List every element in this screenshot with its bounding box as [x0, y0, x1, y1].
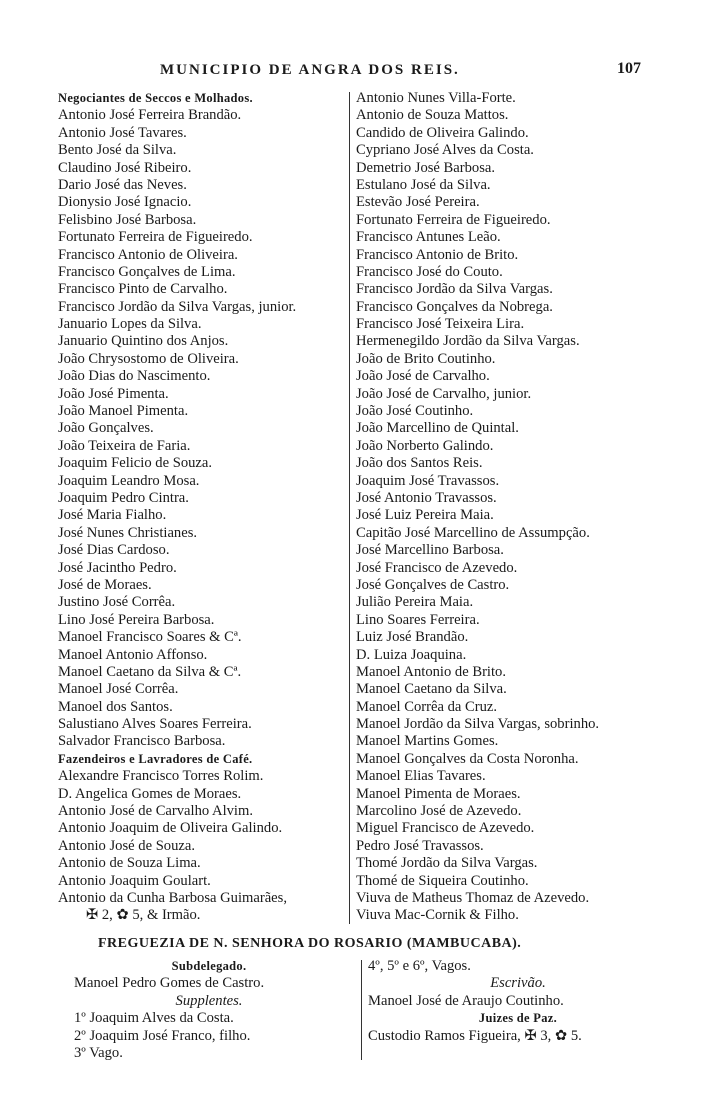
list-item: Francisco Gonçalves de Lima.: [58, 263, 236, 280]
list-item: Miguel Francisco de Azevedo.: [356, 820, 535, 837]
list-item: D. Angelica Gomes de Moraes.: [58, 785, 242, 802]
bottom-right-column: [368, 958, 668, 1045]
page-title: MUNICIPIO DE ANGRA DOS REIS.: [160, 62, 460, 78]
list-item: 3º Vago.: [74, 1044, 123, 1061]
list-item: Francisco José do Couto.: [356, 263, 503, 280]
list-item: Claudino José Ribeiro.: [58, 159, 192, 176]
list-item: Manoel Pedro Gomes de Castro.: [74, 975, 265, 992]
list-item: Thomé Jordão da Silva Vargas.: [356, 855, 538, 872]
section-heading: Negociantes de Seccos e Molhados.: [58, 91, 253, 105]
list-item: Julião Pereira Maia.: [356, 594, 474, 611]
list-item: Francisco Gonçalves da Nobrega.: [356, 298, 553, 315]
section-heading: Fazendeiros e Lavradores de Café.: [58, 751, 253, 766]
list-item: João Marcellino de Quintal.: [356, 420, 519, 437]
page-number: 107: [617, 60, 641, 77]
list-item: João José de Carvalho.: [356, 368, 490, 385]
list-item: Manoel Francisco Soares & Cª.: [58, 629, 242, 646]
list-item: Candido de Oliveira Galindo.: [356, 124, 529, 141]
column-divider: [349, 92, 350, 924]
list-item: José de Moraes.: [58, 576, 152, 593]
list-item: Antonio José Tavares.: [58, 124, 187, 141]
list-item: Demetrio José Barbosa.: [356, 159, 496, 176]
list-item: D. Luiza Joaquina.: [356, 646, 467, 663]
list-item: Januario Lopes da Silva.: [58, 316, 202, 333]
list-item: Capitão José Marcellino de Assumpção.: [356, 524, 590, 541]
list-item: Joaquim Leandro Mosa.: [58, 472, 200, 489]
list-item: Francisco Jordão da Silva Vargas.: [356, 281, 553, 298]
list-item: Antonio da Cunha Barbosa Guimarães,: [58, 889, 287, 906]
list-item: Estulano José da Silva.: [356, 176, 491, 193]
list-item: Pedro José Travassos.: [356, 837, 484, 854]
list-item: Salvador Francisco Barbosa.: [58, 733, 226, 750]
list-item: José Marcellino Barbosa.: [356, 542, 504, 559]
list-item: Justino José Corrêa.: [58, 594, 176, 611]
list-item: João Dias do Nascimento.: [58, 368, 211, 385]
list-item: Cypriano José Alves da Costa.: [356, 142, 534, 159]
list-item: Dionysio José Ignacio.: [58, 194, 192, 211]
list-item: Estevão José Pereira.: [356, 194, 480, 211]
list-item: 1º Joaquim Alves da Costa.: [74, 1010, 234, 1027]
list-item: Manoel Gonçalves da Costa Noronha.: [356, 750, 579, 767]
list-item: João de Brito Coutinho.: [356, 350, 496, 367]
list-item: João Teixeira de Faria.: [58, 437, 191, 454]
list-item: Alexandre Francisco Torres Rolim.: [58, 768, 264, 785]
list-item: Supplentes.: [175, 992, 243, 1009]
list-item: José Maria Fialho.: [58, 507, 167, 524]
list-item: Felisbino José Barbosa.: [58, 211, 197, 228]
list-item: Manoel Caetano da Silva.: [356, 681, 507, 698]
parish-heading: FREGUEZIA DE N. SENHORA DO ROSARIO (MAMBUCABA).: [98, 936, 522, 951]
list-item: José Nunes Christianes.: [58, 524, 198, 541]
list-item: Antonio de Souza Mattos.: [356, 107, 509, 124]
list-item: Antonio José Ferreira Brandão.: [58, 107, 242, 124]
list-item: Antonio José de Carvalho Alvim.: [58, 803, 253, 820]
list-item: João Manoel Pimenta.: [58, 403, 189, 420]
list-item: João dos Santos Reis.: [356, 455, 483, 472]
list-item: José Luiz Pereira Maia.: [356, 507, 494, 524]
list-item: Francisco José Teixeira Lira.: [356, 316, 525, 333]
list-item: João Gonçalves.: [58, 420, 154, 437]
right-column: [356, 90, 599, 925]
list-item: João Chrysostomo de Oliveira.: [58, 350, 239, 367]
list-item: João Norberto Galindo.: [356, 437, 494, 454]
list-item: José Gonçalves de Castro.: [356, 576, 510, 593]
list-item: Joaquim Pedro Cintra.: [58, 489, 189, 506]
list-item: João José de Carvalho, junior.: [356, 385, 532, 402]
list-item: Francisco Antunes Leão.: [356, 229, 501, 246]
section-heading: Juizes de Paz.: [478, 1011, 558, 1026]
list-item: Manoel dos Santos.: [58, 698, 173, 715]
list-item: Thomé de Siqueira Coutinho.: [356, 872, 529, 889]
list-item: Manoel Antonio de Brito.: [356, 663, 506, 680]
list-item: Antonio Joaquim Goulart.: [58, 872, 211, 889]
list-item: Custodio Ramos Figueira, ✠ 3, ✿ 5.: [368, 1027, 582, 1044]
list-item: 4º, 5º e 6º, Vagos.: [368, 958, 471, 974]
list-item: Manoel Jordão da Silva Vargas, sobrinho.: [356, 716, 600, 733]
list-item: Manoel Elias Tavares.: [356, 768, 486, 785]
list-item: Manoel Antonio Affonso.: [58, 646, 208, 663]
list-item: Salustiano Alves Soares Ferreira.: [58, 716, 252, 733]
list-item: Manoel Caetano da Silva & Cª.: [58, 663, 242, 680]
list-item: José Jacintho Pedro.: [58, 559, 177, 576]
list-item: Joaquim Felicio de Souza.: [58, 455, 213, 472]
list-item: Manoel José de Araujo Coutinho.: [368, 992, 564, 1009]
list-item: Fortunato Ferreira de Figueiredo.: [58, 229, 253, 246]
list-item: Viuva de Matheus Thomaz de Azevedo.: [356, 889, 590, 906]
list-item: Manoel José Corrêa.: [58, 681, 179, 698]
left-column: [58, 90, 296, 925]
list-item: Francisco Antonio de Brito.: [356, 246, 519, 263]
list-item: Manoel Pimenta de Moraes.: [356, 785, 521, 802]
list-item: José Dias Cardoso.: [58, 542, 170, 559]
list-item: Viuva Mac-Cornik & Filho.: [356, 907, 519, 924]
list-item: Joaquim José Travassos.: [356, 472, 500, 489]
list-item: Fortunato Ferreira de Figueiredo.: [356, 211, 551, 228]
list-item: José Antonio Travassos.: [356, 489, 497, 506]
list-item: José Francisco de Azevedo.: [356, 559, 518, 576]
list-item: Antonio Nunes Villa-Forte.: [356, 90, 516, 106]
list-item: 2º Joaquim José Franco, filho.: [74, 1027, 251, 1044]
list-item: Januario Quintino dos Anjos.: [58, 333, 229, 350]
list-item: João José Coutinho.: [356, 403, 474, 420]
list-item: Antonio de Souza Lima.: [58, 855, 201, 872]
list-item: Antonio José de Souza.: [58, 837, 196, 854]
bottom-column-divider: [361, 960, 362, 1060]
list-item: Francisco Pinto de Carvalho.: [58, 281, 228, 298]
list-item: Manoel Corrêa da Cruz.: [356, 698, 498, 715]
list-item: Hermenegildo Jordão da Silva Vargas.: [356, 333, 580, 350]
list-item: Escrivão.: [490, 975, 546, 992]
list-item: Lino José Pereira Barbosa.: [58, 611, 215, 628]
list-item: ✠ 2, ✿ 5, & Irmão.: [86, 907, 201, 924]
list-item: João José Pimenta.: [58, 385, 169, 402]
list-item: Antonio Joaquim de Oliveira Galindo.: [58, 820, 283, 837]
list-item: Manoel Martins Gomes.: [356, 733, 499, 750]
list-item: Luiz José Brandão.: [356, 629, 469, 646]
list-item: Dario José das Neves.: [58, 176, 187, 193]
bottom-left-column: [74, 958, 344, 1062]
list-item: Marcolino José de Azevedo.: [356, 803, 522, 820]
list-item: Francisco Antonio de Oliveira.: [58, 246, 238, 263]
section-heading: Subdelegado.: [171, 959, 247, 973]
list-item: Bento José da Silva.: [58, 142, 177, 159]
list-item: Francisco Jordão da Silva Vargas, junior.: [58, 298, 297, 315]
list-item: Lino Soares Ferreira.: [356, 611, 480, 628]
